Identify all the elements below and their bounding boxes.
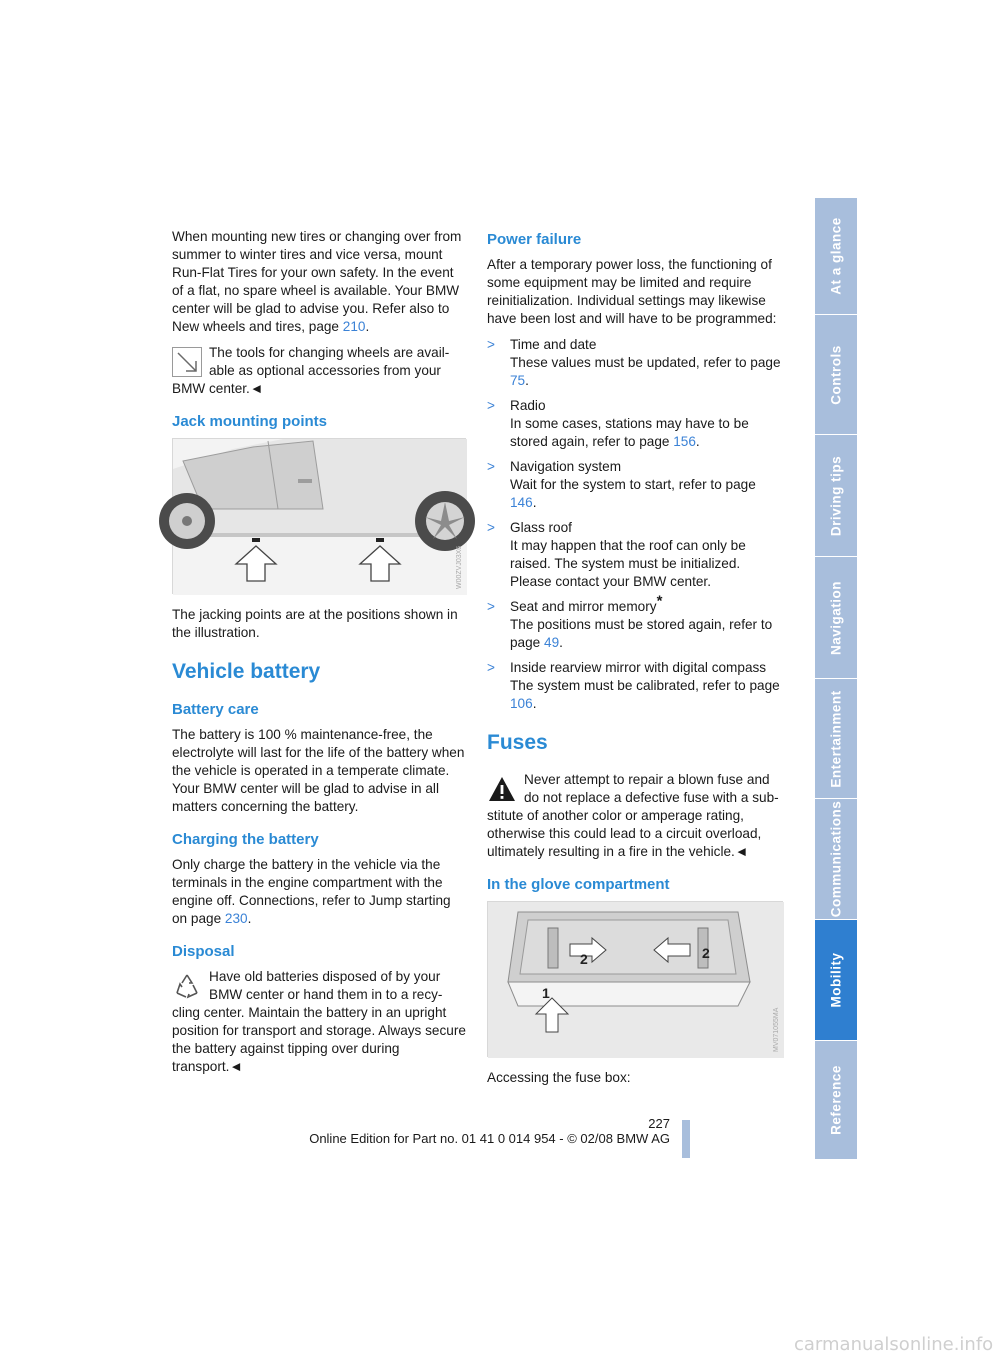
recycle-icon (172, 971, 202, 1001)
list-item: > Glass roof It may happen that the roof can only be raised. The system must be initialized. Please contact your BMW center. (487, 520, 746, 589)
disposal-note: Have old batteries disposed of by your BMW center or hand them in to a recy- cling center. Maintain the battery in an upright position for transport and storage. Always secure the battery against tipping over during transport.◄ (172, 969, 466, 1074)
tab-communications[interactable]: Communications (815, 799, 857, 920)
tab-mobility[interactable]: Mobility (815, 920, 857, 1041)
optional-star: * (656, 592, 663, 610)
tools-note: The tools for changing wheels are avail- able as optional accessories from your BMW center.◄ (172, 345, 450, 396)
end-mark: ◄ (229, 1059, 243, 1074)
page-link-75[interactable]: 75 (510, 373, 526, 388)
power-failure-heading: Power failure (487, 231, 582, 248)
right-column (487, 228, 783, 1095)
jack-heading: Jack mounting points (172, 413, 328, 430)
warning-icon (487, 774, 517, 804)
page-marker (682, 1120, 690, 1158)
tab-controls[interactable]: Controls (815, 315, 857, 435)
page-number: 227 (648, 1116, 670, 1131)
charging-text: Only charge the battery in the vehicle via the terminals in the engine compartment with the engine off. Connections, refer to Jump starting on page 230. (172, 857, 451, 926)
tab-navigation[interactable]: Navigation (815, 557, 857, 679)
glove-box-image (488, 902, 784, 1058)
battery-care-heading: Battery care (172, 701, 259, 718)
jack-points-illustration (172, 438, 466, 594)
tab-at-a-glance[interactable]: At a glance (815, 198, 857, 315)
edition-line: Online Edition for Part no. 01 41 0 014 954 - © 02/08 BMW AG (309, 1131, 670, 1146)
callout-1: 1 (542, 985, 550, 1001)
fuses-warning: Never attempt to repair a blown fuse and do not replace a defective fuse with a sub- stitute of another color or amperage rating, otherwise this could lead to a circuit overload, ultimately resulting in a fire in the vehicle.◄ (487, 772, 779, 859)
intro-paragraph: When mounting new tires or changing over from summer to winter tires and vice versa, mount Run-Flat Tires for your own safety. In the event of a flat, no spare wheel is available. Your BMW center will be glad to advise you. Refer also to New wheels and tires, page 210. (172, 229, 462, 334)
page-link-49[interactable]: 49 (544, 635, 560, 650)
left-column (172, 228, 468, 1084)
list-item: > Seat and mirror memory* The positions must be stored again, refer to page 49. (487, 592, 773, 650)
page-link-230[interactable]: 230 (224, 911, 248, 926)
end-mark: ◄ (734, 844, 749, 859)
list-item: > Radio In some cases, stations may have to be stored again, refer to page 156. (487, 398, 749, 449)
callout-2-left: 2 (580, 951, 588, 967)
section-tabs (815, 198, 857, 1160)
list-item: > Time and date These values must be updated, refer to page 75. (487, 337, 781, 388)
glove-compartment-illustration (487, 901, 783, 1057)
tab-driving-tips[interactable]: Driving tips (815, 435, 857, 557)
car-side-image (173, 439, 467, 595)
page-link-156[interactable]: 156 (673, 434, 696, 449)
battery-heading: Vehicle battery (172, 660, 321, 683)
note-icon (172, 347, 202, 377)
charging-heading: Charging the battery (172, 831, 319, 848)
watermark: carmanualsonline.info (794, 1334, 993, 1355)
power-failure-list (487, 336, 783, 713)
end-mark: ◄ (249, 381, 264, 396)
page-link-106[interactable]: 106 (510, 696, 533, 711)
disposal-heading: Disposal (172, 943, 235, 960)
page-link-210[interactable]: 210 (342, 319, 366, 334)
page-link-146[interactable]: 146 (510, 495, 533, 510)
tab-entertainment[interactable]: Entertainment (815, 679, 857, 799)
figure-code: MV071055MA (773, 1007, 780, 1052)
jack-caption: The jacking points are at the positions shown in the illustration. (172, 607, 458, 640)
list-item: > Inside rearview mirror with digital compass The system must be calibrated, refer to page 106. (487, 660, 780, 711)
glove-heading: In the glove compartment (487, 876, 670, 893)
glove-caption: Accessing the fuse box: (487, 1070, 631, 1085)
callout-2-right: 2 (702, 945, 710, 961)
fuses-heading: Fuses (487, 731, 548, 754)
tab-reference[interactable]: Reference (815, 1041, 857, 1160)
list-item: > Navigation system Wait for the system to start, refer to page 146. (487, 459, 756, 510)
battery-care-text: The battery is 100 % maintenance-free, the electrolyte will last for the life of the battery when the vehicle is operated in a temperate climate. Your BMW center will be glad to advise in all matters concerning the battery. (172, 727, 465, 814)
figure-code: W00ZVJ03X6 (456, 545, 463, 589)
power-failure-text: After a temporary power loss, the functioning of some equipment may be limited and require reinitialization. Individual settings may likewise have been lost and will have to be programmed: (487, 257, 777, 326)
